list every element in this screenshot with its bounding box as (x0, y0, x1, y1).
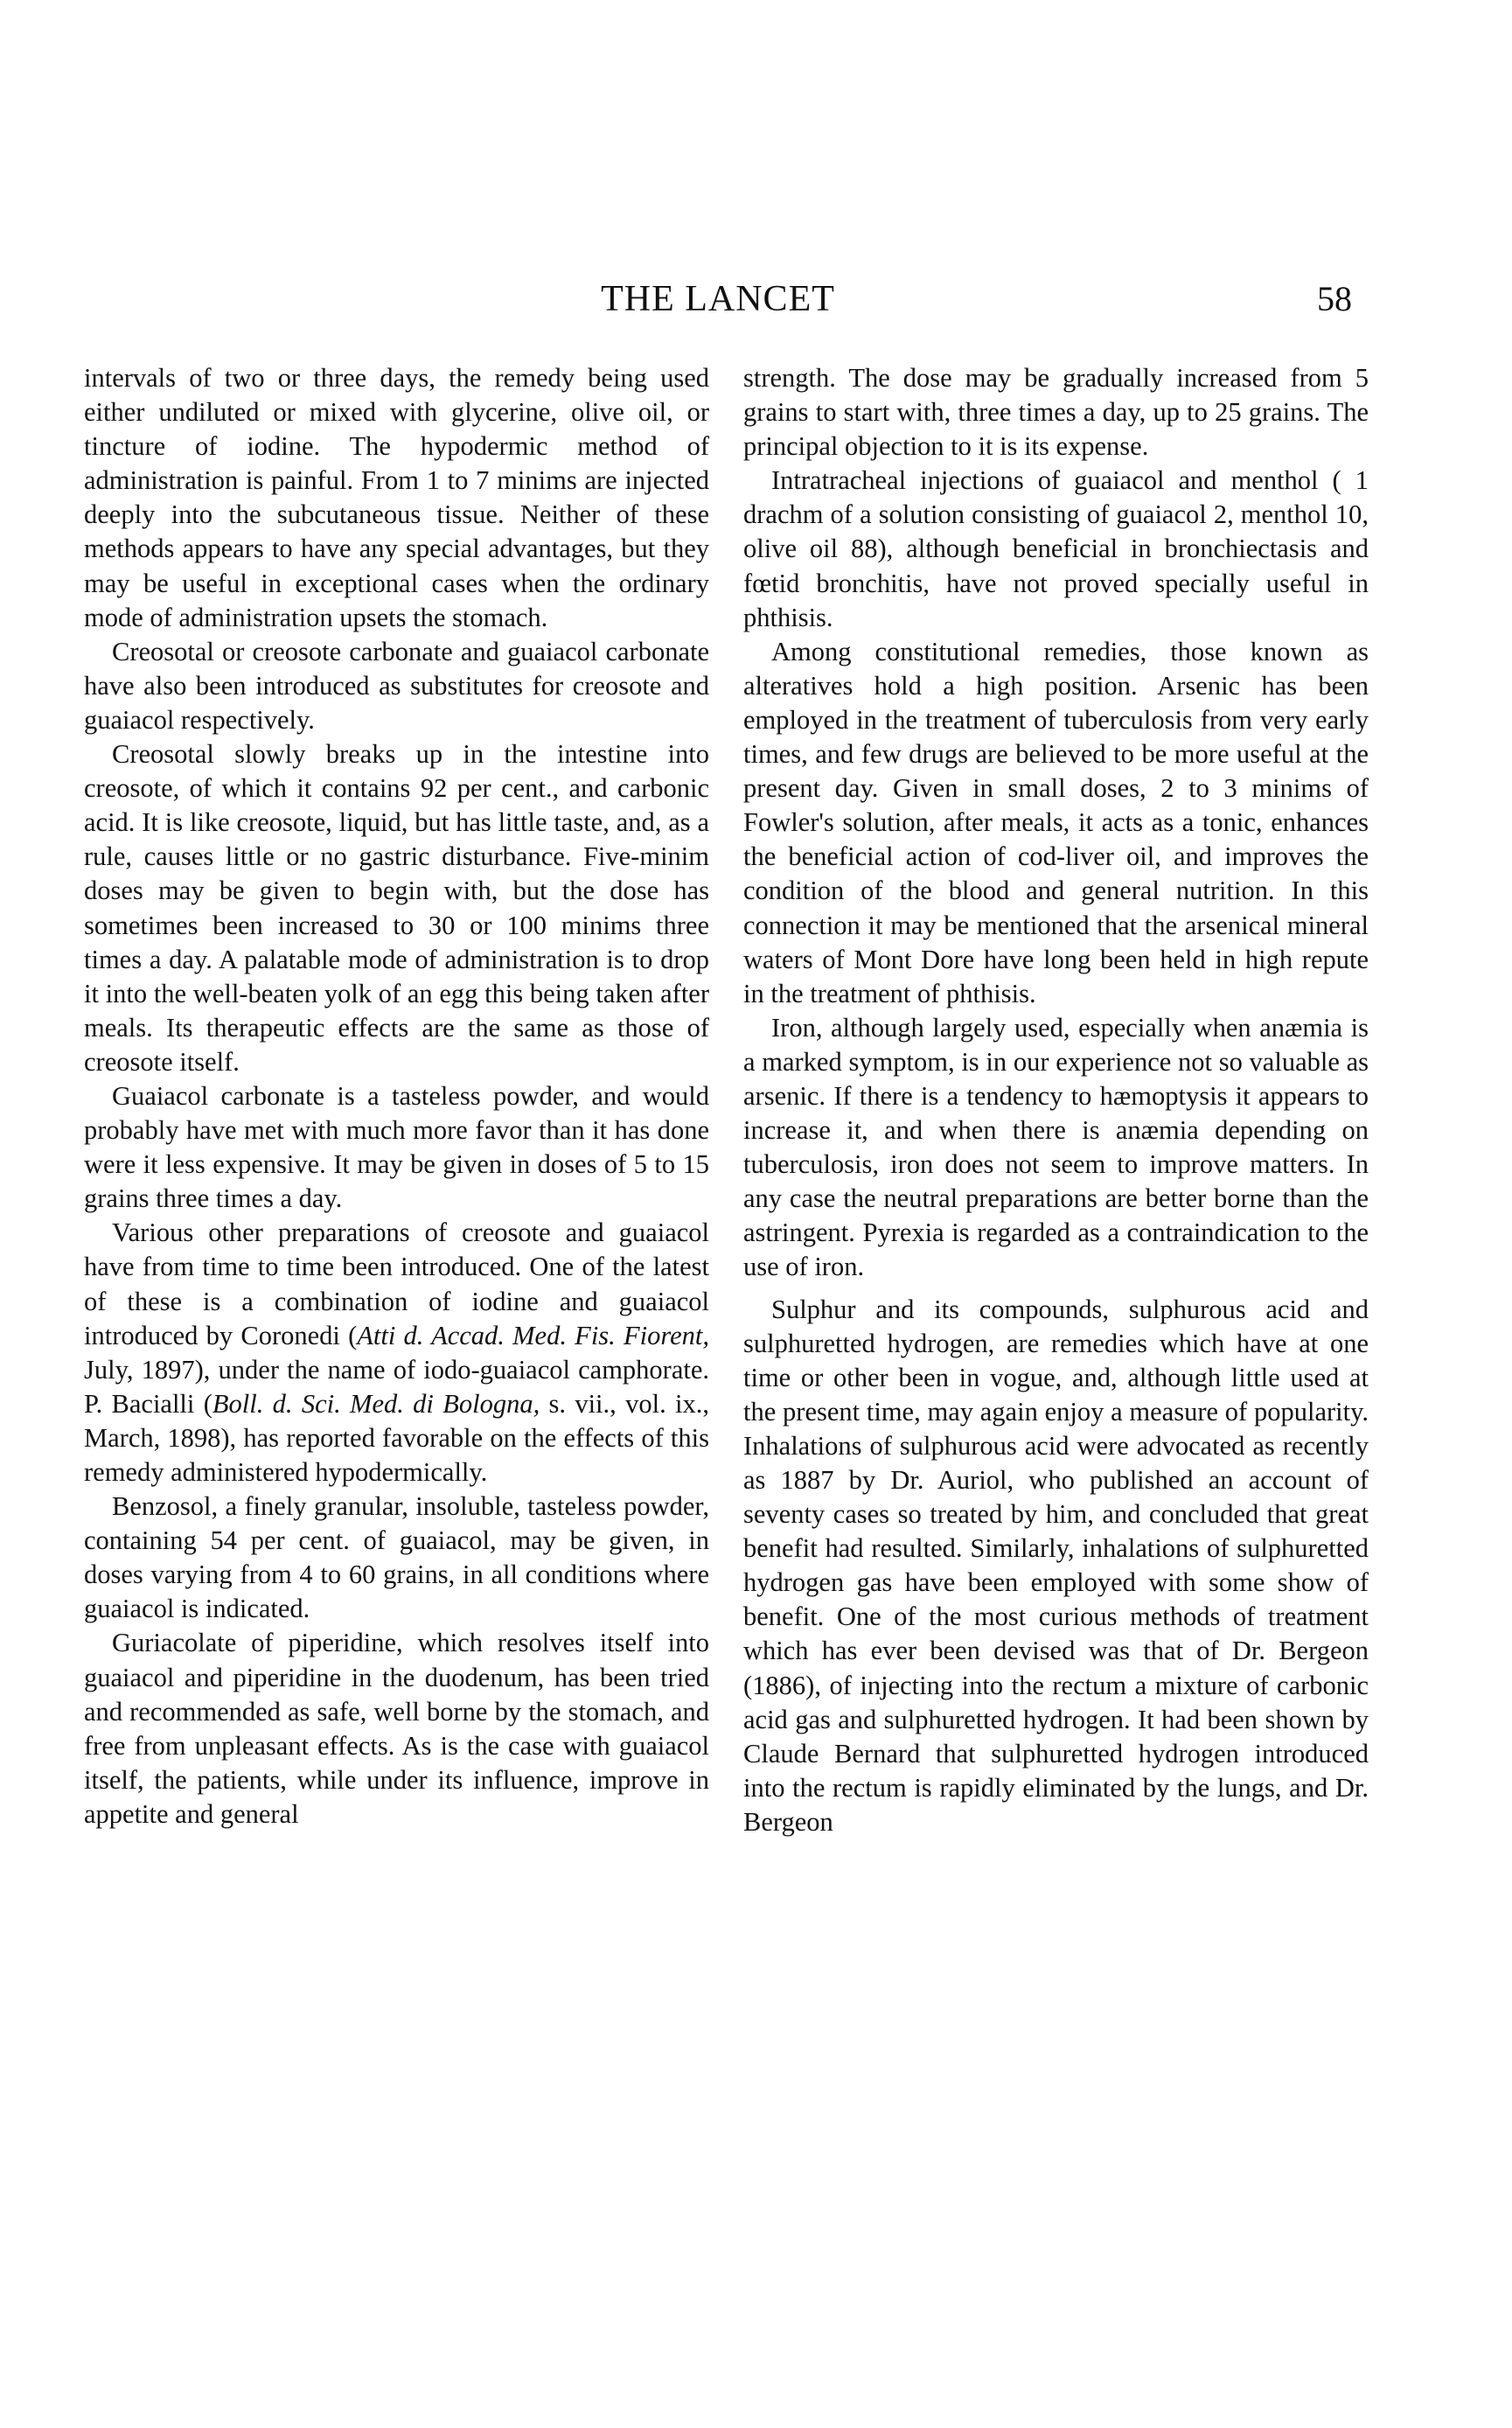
paragraph: Intratracheal injections of guaiacol and menthol ( 1 drachm of a solution consisting of guaiacol 2, menthol 10, olive oil 88), although beneficial in bronchiectasis and fœtid bronchitis, have not proved specially useful in phthisis. (743, 465, 1369, 632)
citation: Atti d. Accad. Med. Fis. Fiorent, (357, 1320, 709, 1350)
page-header (84, 278, 1352, 322)
citation: Boll. d. Sci. Med. di Bologna, (212, 1388, 540, 1419)
paragraph: Creosotal or creosote carbonate and guaiacol carbonate have also been introduced as substitutes for creosote and guaiacol respectively. (84, 636, 709, 735)
paragraph: Guriacolate of piperidine, which resolves itself into guaiacol and piperidine in the duodenum, has been tried and recommended as safe, well borne by the stomach, and free from unpleasant effects. As is the case with guaiacol itself, the patients, while under its influence, improve in appetite and general (84, 1628, 709, 1829)
paragraph: Guaiacol carbonate is a tasteless powder, and would probably have met with much more favor than it has done were it less expensive. It may be given in doses of 5 to 15 grains three times a day. (84, 1080, 709, 1214)
text-run: s. vii., vol. ix., March, 1898), has reported favorable on the effects of this remedy administered hypodermically. (84, 1388, 709, 1487)
paragraph: Among constitutional remedies, those known as alteratives hold a high position. Arsenic has been employed in the treatment of tuberculosis from very early times, and few drugs are believed to be more useful at the present day. Given in small doses, 2 to 3 minims of Fowler's solution, after meals, it acts as a tonic, enhances the beneficial action of cod-liver oil, and improves the condition of the blood and general nutrition. In this connection it may be mentioned that the arsenical mineral waters of Mont Dore have long been held in high repute in the treatment of phthisis. (743, 636, 1369, 1008)
paragraph: Iron, although largely used, especially when anæmia is a marked symptom, is in our experience not so valuable as arsenic. If there is a tendency to hæmoptysis it appears to increase it, and when there is anæmia depending on tuberculosis, iron does not seem to improve matters. In any case the neutral preparations are better borne than the astringent. Pyrexia is regarded as a contraindication to the use of iron. (743, 1012, 1369, 1282)
paragraph: Sulphur and its compounds, sulphurous acid and sulphuretted hydrogen, are remedies which have at one time or other been in vogue, and, although little used at the present time, may again enjoy a measure of popularity. Inhalations of sulphurous acid were advocated as recently as 1887 by Dr. Auriol, who published an account of seventy cases so treated by him, and concluded that great benefit had resulted. Similarly, inhalations of sulphuretted hydrogen gas have been employed with some show of benefit. One of the most curious methods of treatment which has ever been devised was that of Dr. Bergeon (1886), of injecting into the rectum a mixture of carbonic acid gas and sulphuretted hydrogen. It had been shown by Claude Bernard that sulphuretted hydrogen introduced into the rectum is rapidly eliminated by the lungs, and Dr. Bergeon (743, 1294, 1369, 1837)
page-number: 58 (1317, 279, 1352, 318)
paragraph: Benzosol, a finely granular, insoluble, tasteless powder, containing 54 per cent. of guaiacol, may be given, in doses varying from 4 to 60 grains, in all conditions where guaiacol is indicated. (84, 1491, 709, 1624)
paragraph: intervals of two or three days, the remedy being used either undiluted or mixed with glycerine, olive oil, or tincture of iodine. The hypodermic method of administration is painful. From 1 to 7 minims are injected deeply into the subcutaneous tissue. Neither of these methods appears to have any special advantages, but they may be useful in exceptional cases when the ordinary mode of administration upsets the stomach. (84, 363, 709, 632)
paragraph: Creosotal slowly breaks up in the intestine into creosote, of which it contains 92 per cent., and carbonic acid. It is like creosote, liquid, but has little taste, and, as a rule, causes little or no gastric disturbance. Five-minim doses may be given to begin with, but the dose has sometimes been increased to 30 or 100 minims three times a day. A palatable mode of administration is to drop it into the well-beaten yolk of an egg this being taken after meals. Its therapeutic effects are the same as those of creosote itself. (84, 739, 709, 1077)
paragraph (84, 1216, 709, 1490)
text-run: Various other preparations of creosote and guaiacol have from time to time been introduced. One of the latest of these is a combination of iodine and guaiacol introduced by Coronedi ( (84, 1217, 709, 1350)
text-run: July, 1897), under the name of iodo-guaiacol camphorate. P. Bacialli ( (84, 1354, 709, 1419)
paragraph: strength. The dose may be gradually increased from 5 grains to start with, three times a day, up to 25 grains. The principal objection to it is its expense. (743, 363, 1369, 462)
left-column (84, 361, 709, 2399)
running-title: THE LANCET (601, 279, 835, 319)
right-column (743, 361, 1369, 2399)
